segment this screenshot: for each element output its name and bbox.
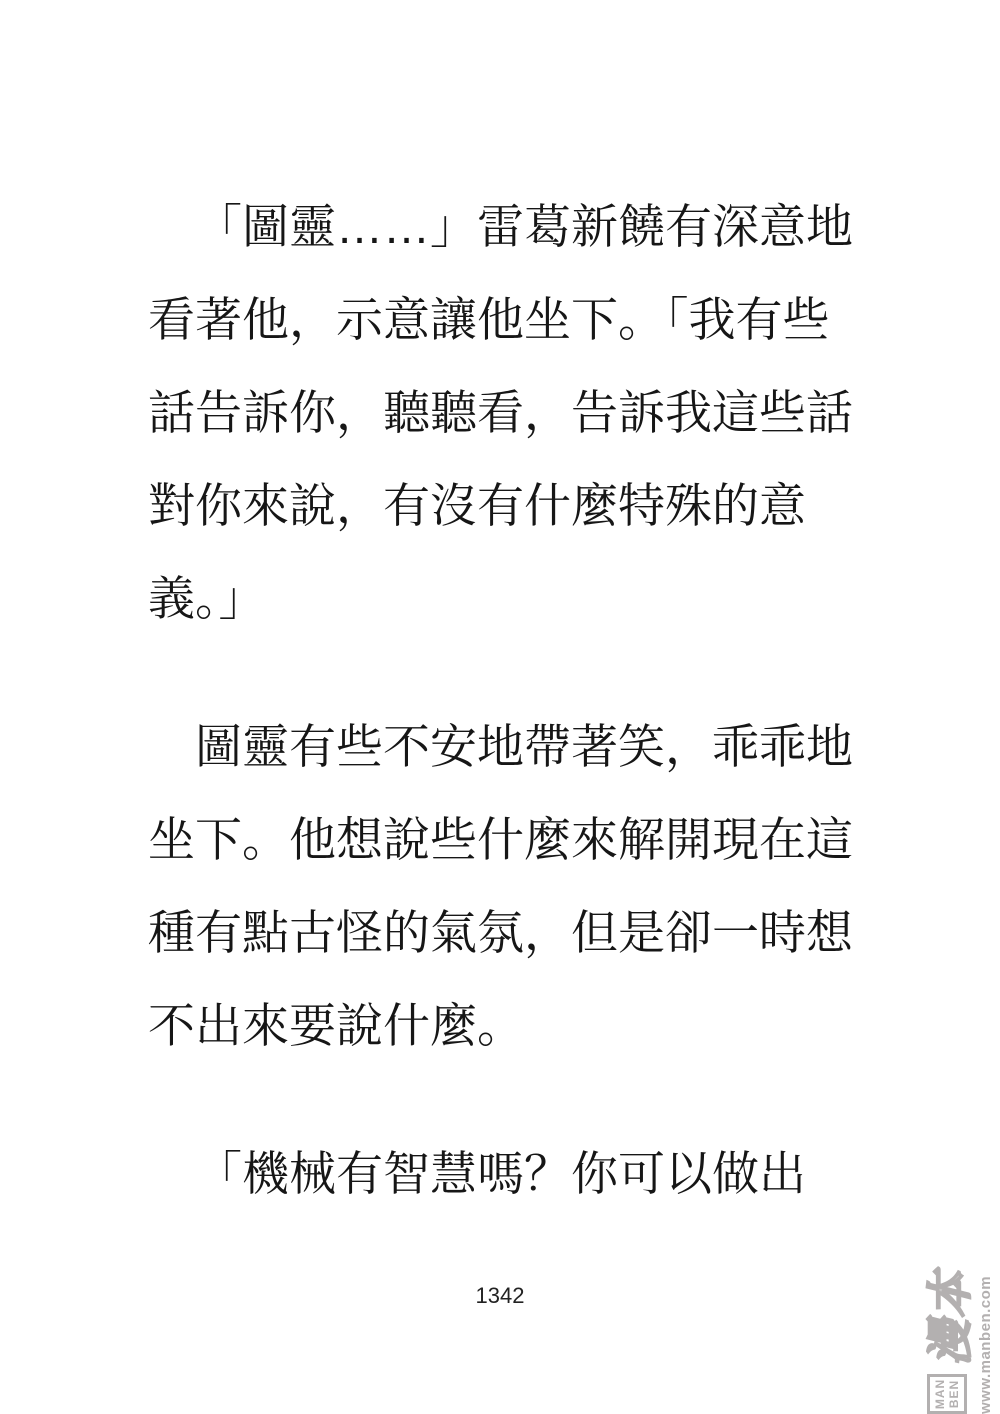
text-line: 種有點古怪的氣氛，但是卻一時想 bbox=[148, 906, 853, 959]
paragraph bbox=[148, 180, 860, 645]
text-line: 話告訴你，聽聽看，告訴我這些話 bbox=[148, 386, 853, 439]
page-number: 1342 bbox=[475, 1283, 525, 1308]
text-line: 不出來要說什麼。 bbox=[148, 999, 524, 1052]
manben-watermark-inner bbox=[920, 1244, 998, 1414]
text-line: 「圖靈……」雷葛新饒有深意地 bbox=[195, 200, 853, 253]
paragraph bbox=[148, 700, 860, 1072]
manben-logo-row bbox=[920, 1244, 974, 1414]
text-line: 看著他，示意讓他坐下。「我有些 bbox=[148, 293, 830, 346]
text-line: 「機械有智慧嗎？你可以做出 bbox=[195, 1147, 806, 1200]
text-line: 圖靈有些不安地帶著笑，乖乖地 bbox=[195, 720, 853, 773]
manben-logo-box-icon bbox=[927, 1374, 967, 1414]
manben-logo-characters: 漫本 bbox=[924, 1270, 976, 1366]
manben-watermark bbox=[920, 1244, 998, 1414]
manben-url-text: www.manben.com bbox=[977, 1275, 994, 1414]
text-line: 對你來說，有沒有什麼特殊的意 bbox=[148, 479, 806, 532]
manben-logo-box-line2: BEN bbox=[947, 1379, 961, 1409]
text-line: 義。」 bbox=[148, 572, 266, 625]
text-line: 坐下。他想說些什麼來解開現在這 bbox=[148, 813, 853, 866]
page-text bbox=[148, 180, 860, 1275]
paragraph bbox=[148, 1127, 860, 1220]
manben-logo-box-line1: MAN bbox=[933, 1378, 947, 1410]
